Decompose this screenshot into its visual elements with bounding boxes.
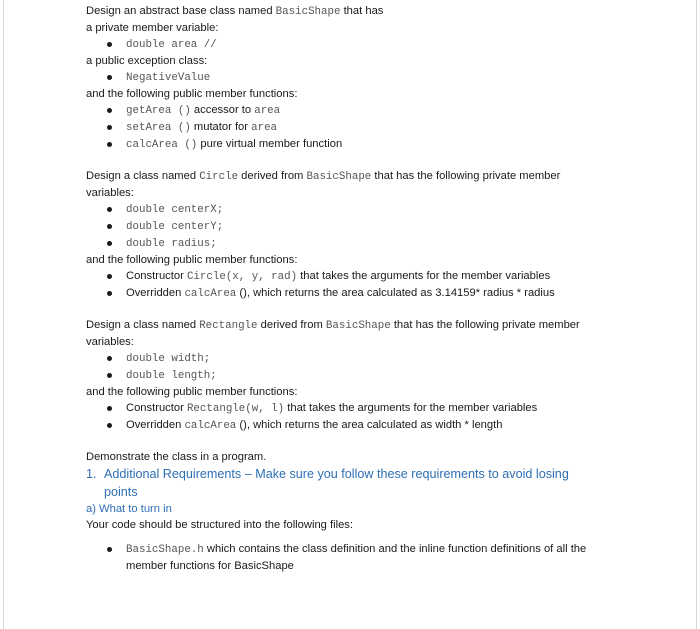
bullet-icon bbox=[107, 125, 112, 130]
bullet-icon bbox=[107, 42, 112, 47]
list-item: Constructor Circle(x, y, rad) that takes the arguments for the member variables bbox=[86, 268, 631, 285]
list-item: double length; bbox=[86, 367, 631, 384]
bullet-icon bbox=[107, 108, 112, 113]
basicshape-intro: Design an abstract base class named BasicShape that has bbox=[86, 5, 384, 18]
list-item: setArea () mutator for area bbox=[86, 119, 631, 136]
functions-label: and the following public member functions: bbox=[86, 254, 298, 266]
list-item: NegativeValue bbox=[86, 69, 631, 86]
list-item: double centerX; bbox=[86, 201, 631, 218]
list-item: double width; bbox=[86, 350, 631, 367]
list-item: BasicShape.h which contains the class definition and the inline function definitions of all the bbox=[86, 541, 631, 558]
list-item: double radius; bbox=[86, 235, 631, 252]
bullet-icon bbox=[107, 207, 112, 212]
bullet-icon bbox=[107, 75, 112, 80]
list-item: calcArea () pure virtual member function bbox=[86, 136, 631, 153]
list-item: Overridden calcArea (), which returns the area calculated as 3.14159* radius * radius bbox=[86, 285, 631, 302]
list-item: Constructor Rectangle(w, l) that takes the arguments for the member variables bbox=[86, 400, 631, 417]
functions-label: and the following public member functions: bbox=[86, 386, 298, 398]
bullet-icon bbox=[107, 547, 112, 552]
bullet-icon bbox=[107, 406, 112, 411]
additional-requirements-heading: 1. Additional Requirements – Make sure you follow these requirements to avoid losing bbox=[86, 467, 569, 481]
list-item: Overridden calcArea (), which returns the area calculated as width * length bbox=[86, 417, 631, 434]
functions-label: and the following public member functions: bbox=[86, 88, 298, 100]
document-content: Design an abstract base class named BasicShape that has a private member variable: double area // a public exception class: NegativeValue and the following public member functions: getArea () accessor to area setArea () mutator for area calcArea () pure virtual member function Design a class named Circle derived from BasicShape that has the following private member variables: double centerX; double centerY; double radius; and the following public member functions: Constructor Circle(x, y, rad) that takes the arguments for the member variables Overridden calcArea (), which returns the area calculated as 3.14159* radius * radius Design a class named Rectangle derived from BasicShape that has the following private member variables: double width; double length; and the following public member functions: Constructor Rectangle(w, l) that takes the arguments for the member variables Overridden calcArea (), which returns the area calculated as width * length Demonstrate the class in a program. 1. Additional Requirements – Make sure you follow these requirements to avoid losing points a) What to turn in Your code should be structured into the following files: BasicShape.h which contains the class definition and the inline function definitions of all the member functions for BasicShape bbox=[86, 3, 631, 574]
bullet-icon bbox=[107, 291, 112, 296]
bullet-icon bbox=[107, 423, 112, 428]
bullet-icon bbox=[107, 373, 112, 378]
rectangle-intro: Design a class named Rectangle derived from BasicShape that has the following private member bbox=[86, 319, 580, 332]
list-item: double area // bbox=[86, 36, 631, 53]
bullet-icon bbox=[107, 274, 112, 279]
circle-intro: Design a class named Circle derived from BasicShape that has the following private member bbox=[86, 170, 561, 183]
code-basicshape: BasicShape bbox=[275, 6, 341, 18]
page-edge-right bbox=[696, 0, 697, 629]
bullet-icon bbox=[107, 142, 112, 147]
exception-label: a public exception class: bbox=[86, 55, 208, 67]
structured-label: Your code should be structured into the following files: bbox=[86, 519, 354, 531]
page-edge-left bbox=[3, 0, 4, 629]
private-label: a private member variable: bbox=[86, 22, 219, 34]
bullet-icon bbox=[107, 241, 112, 246]
list-item: getArea () accessor to area bbox=[86, 102, 631, 119]
demonstrate-line: Demonstrate the class in a program. bbox=[86, 451, 267, 463]
bullet-icon bbox=[107, 356, 112, 361]
list-item: double centerY; bbox=[86, 218, 631, 235]
bullet-icon bbox=[107, 224, 112, 229]
what-to-turn-in-heading: a) What to turn in bbox=[86, 503, 172, 515]
